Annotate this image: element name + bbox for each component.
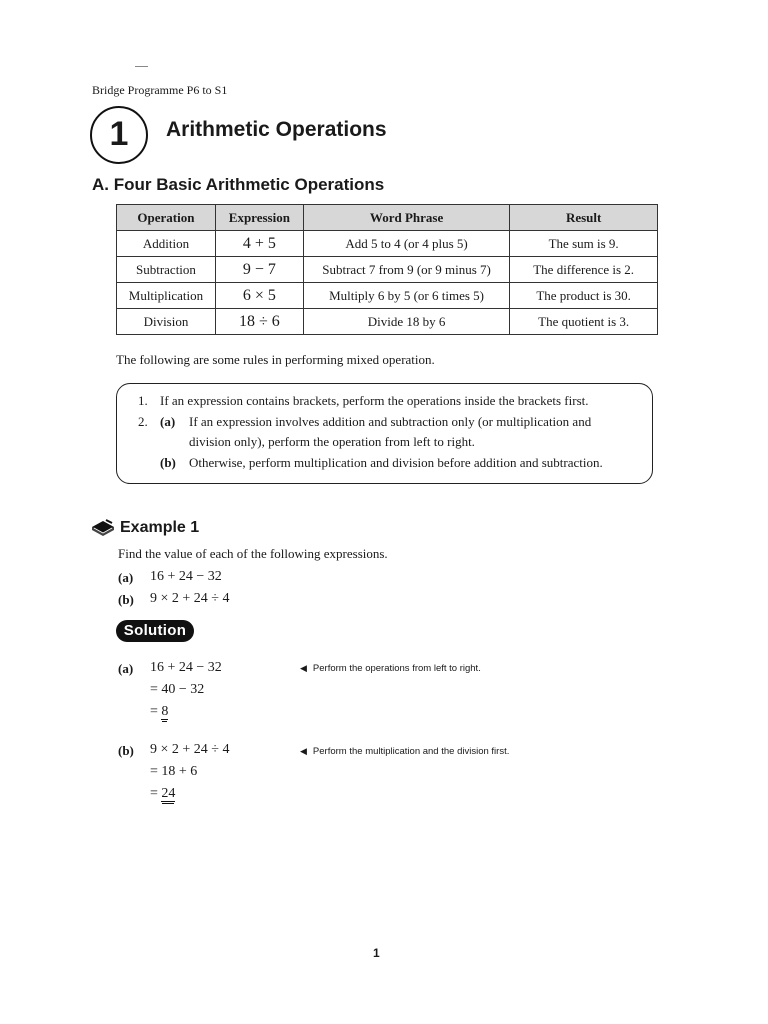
table-cell-operation: Division (117, 309, 216, 335)
rule-2-number: 2. (138, 414, 148, 429)
table-header-row (117, 205, 658, 231)
example-b-expression: 9 × 2 + 24 ÷ 4 (150, 591, 230, 606)
table-row (117, 309, 658, 335)
table-cell-result: The quotient is 3. (510, 309, 658, 335)
rule-2b-text: Otherwise, perform multiplication and division before addition and subtraction. (189, 455, 603, 470)
table-cell-result: The difference is 2. (510, 257, 658, 283)
example-title: Example 1 (120, 519, 200, 536)
operations-table (116, 204, 658, 335)
solution-b-note (300, 746, 509, 757)
rule-2a-line-2: division only), perform the operation from left to right. (189, 434, 475, 449)
decorative-dash (135, 66, 148, 67)
example-a-expression: 16 + 24 − 32 (150, 569, 222, 584)
example-a-label: (a) (118, 570, 134, 585)
example-instruction: Find the value of each of the following expressions. (118, 546, 388, 561)
chapter-number-badge: 1 (90, 106, 148, 164)
book-icon (90, 518, 116, 543)
series-title: Bridge Programme P6 to S1 (92, 83, 228, 97)
table-row (117, 257, 658, 283)
rule-1-text: If an expression contains brackets, perform the operations inside the brackets first. (160, 393, 589, 408)
table-cell-word-phrase: Add 5 to 4 (or 4 plus 5) (303, 231, 509, 257)
solution-badge: Solution (116, 620, 194, 642)
rule-2a-line-1: If an expression involves addition and subtraction only (or multiplication and (189, 414, 592, 429)
table-cell-operation: Addition (117, 231, 216, 257)
solution-b-label: (b) (118, 743, 134, 758)
page-number: 1 (373, 946, 380, 960)
table-cell-expression: 9 − 7 (215, 257, 303, 283)
table-cell-expression: 6 × 5 (215, 283, 303, 309)
solution-b-answer: 24 (161, 786, 176, 801)
table-header-cell: Word Phrase (303, 205, 509, 231)
table-cell-result: The product is 30. (510, 283, 658, 309)
solution-a-step-2: = 40 − 32 (150, 682, 205, 697)
solution-b-step-3 (150, 786, 175, 802)
solution-a-answer: 8 (161, 704, 169, 719)
table-row (117, 231, 658, 257)
solution-a-label: (a) (118, 661, 134, 676)
solution-b-step-1: 9 × 2 + 24 ÷ 4 (150, 742, 230, 757)
table-header-cell: Result (510, 205, 658, 231)
table-header-cell: Operation (117, 205, 216, 231)
rule-1-number: 1. (138, 393, 148, 408)
table-cell-expression: 4 + 5 (215, 231, 303, 257)
table-cell-operation: Multiplication (117, 283, 216, 309)
example-b-label: (b) (118, 592, 134, 607)
table-row (117, 283, 658, 309)
rule-2a-label: (a) (160, 414, 176, 429)
solution-a-step-1: 16 + 24 − 32 (150, 660, 222, 675)
table-cell-word-phrase: Subtract 7 from 9 (or 9 minus 7) (303, 257, 509, 283)
solution-b-step-2: = 18 + 6 (150, 764, 198, 779)
equals-sign: = (150, 786, 162, 801)
table-header-cell: Expression (215, 205, 303, 231)
table-cell-word-phrase: Divide 18 by 6 (303, 309, 509, 335)
section-title: A. Four Basic Arithmetic Operations (92, 175, 385, 194)
rules-intro: The following are some rules in performing mixed operation. (116, 352, 435, 367)
chapter-title: Arithmetic Operations (166, 118, 387, 141)
rule-2b-label: (b) (160, 455, 176, 470)
table-cell-operation: Subtraction (117, 257, 216, 283)
left-arrow-icon: ◀ (300, 746, 307, 756)
equals-sign: = (150, 704, 162, 719)
table-cell-result: The sum is 9. (510, 231, 658, 257)
solution-a-note (300, 663, 481, 674)
table-cell-word-phrase: Multiply 6 by 5 (or 6 times 5) (303, 283, 509, 309)
solution-b-note-text: Perform the multiplication and the division first. (312, 746, 510, 757)
table-cell-expression: 18 ÷ 6 (215, 309, 303, 335)
solution-a-step-3 (150, 704, 168, 720)
solution-a-note-text: Perform the operations from left to right. (312, 663, 481, 674)
left-arrow-icon: ◀ (300, 663, 307, 673)
